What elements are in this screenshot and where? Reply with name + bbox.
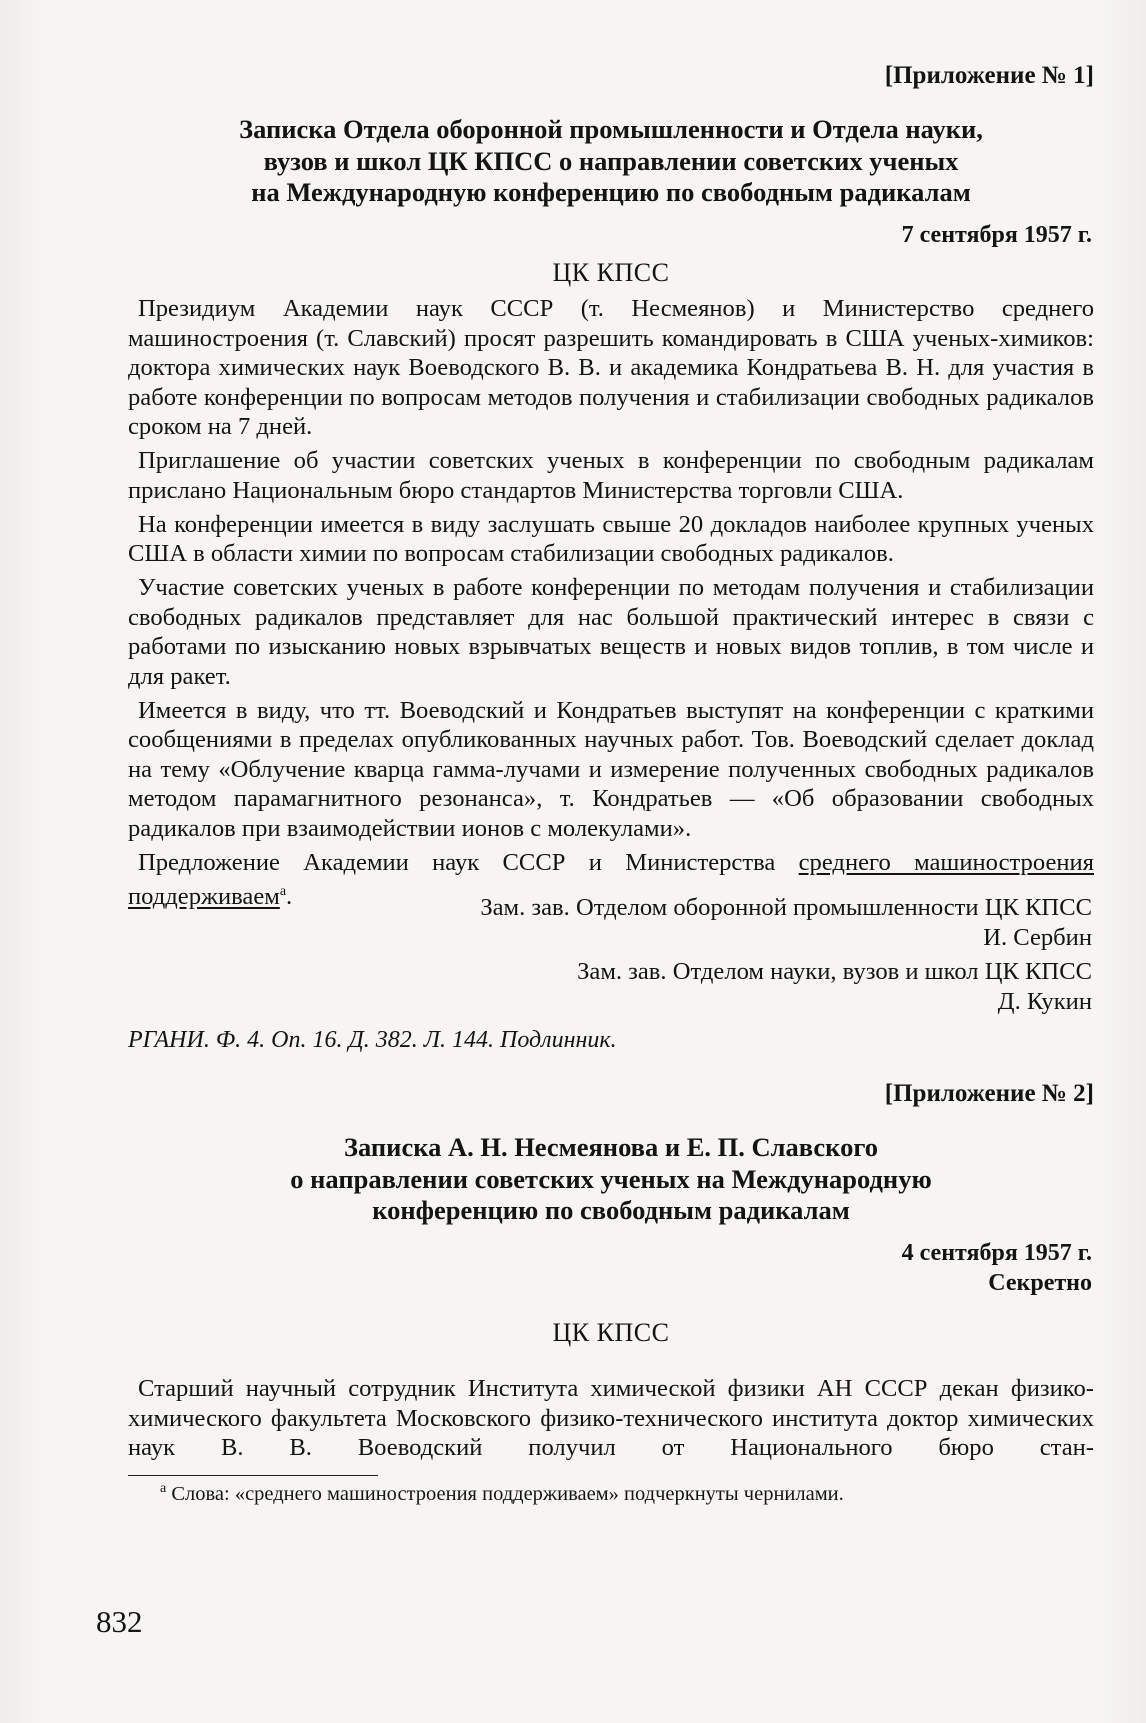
document-date: 4 сентября 1957 г. [901, 1240, 1092, 1266]
signature-position: Зам. зав. Отделом оборонной промышленности ЦК КПСС [480, 894, 1092, 921]
document-date-block [100, 1238, 1092, 1298]
signature-name: Д. Кукин [997, 988, 1092, 1015]
body-text [128, 294, 1094, 912]
paragraph: На конференции имеется в виду заслушать свыше 20 докладов наиболее крупных ученых США в области химии по вопросам стабилизации свободных радикалов. [128, 510, 1094, 567]
appendix-label: [Приложение № 2] [884, 1080, 1094, 1107]
footnote-mark: а [160, 1481, 167, 1496]
addressee: ЦК КПСС [552, 258, 670, 287]
paragraph: Имеется в виду, что тт. Воеводский и Кондратьев выступят на конференции с краткими сообщениями в пределах опубликованных научных работ. Тов. Воеводский сделает доклад на тему «Облучение кварца гамма-лучами и измерение полученных свободных радикалов методом парамагнитного резонанса», т. Кондратьев — «Об образовании свободных радикалов при взаимодействии ионов с молекулами». [128, 696, 1094, 842]
paragraph: Президиум Академии наук СССР (т. Несмеянов) и Министерство среднего машиностроения (т. Славский) просят разрешить командировать в США ученых-химиков: доктора химических наук Воеводского В. В. и академика Кондратьева В. Н. для участия в работе конференции по вопросам методов получения и стабилизации свободных радикалов сроком на 7 дней. [128, 295, 1094, 440]
footnote [160, 1481, 1090, 1506]
signature-block [100, 893, 1092, 1017]
title-line: конференцию по свободным радикалам [372, 1195, 850, 1225]
signature-position: Зам. зав. Отделом науки, вузов и школ ЦК КПСС [577, 958, 1092, 985]
archive-source: РГАНИ. Ф. 4. Оп. 16. Д. 382. Л. 144. Подлинник. [128, 1027, 617, 1053]
proposal-text: Предложение Академии наук СССР и Министерства [138, 848, 799, 876]
footnote-ref: а [279, 884, 287, 899]
footnote-divider [128, 1475, 378, 1476]
signature-name: И. Сербин [983, 924, 1092, 951]
proposal-paragraph: Предложение Академии наук СССР и Министерства среднего машиностроения поддерживаем$^а$. [128, 848, 1094, 911]
underlined-text: среднего машиностроения поддерживаем [128, 848, 1094, 911]
addressee: ЦК КПСС [552, 1318, 670, 1347]
title-line: Записка А. Н. Несмеянова и Е. П. Славского [344, 1132, 878, 1162]
classification-mark: Секретно [988, 1270, 1092, 1296]
body-text [128, 1374, 1094, 1463]
paragraph: Участие советских ученых в работе конференции по методам получения и стабилизации свободных радикалов представляет для нас большой практический интерес в связи с работами по изысканию новых взрывчатых веществ и новых видов топлив, в том числе и для ракет. [128, 574, 1094, 690]
footnote-text: Слова: «среднего машиностроения поддерживаем» подчеркнуты чернилами. [166, 1482, 844, 1505]
paragraph: Старший научный сотрудник Института химической физики АН СССР декан физико-химического факультета Московского физико-технического института доктор химических наук В. В. Воеводский получил от Национального бюро стан- [128, 1375, 1094, 1461]
document-title [128, 114, 1094, 209]
title-line: на Международную конференцию по свободным радикалам [251, 177, 971, 207]
paragraph: Приглашение об участии советских ученых в конференции по свободным радикалам прислано Национальным бюро стандартов Министерства торговли США. [128, 447, 1094, 504]
page-number: 832 [96, 1604, 143, 1639]
appendix-label: [Приложение № 1] [884, 62, 1094, 89]
document-date: 7 сентября 1957 г. [901, 222, 1092, 248]
title-line: о направлении советских ученых на Международную [290, 1163, 932, 1194]
title-line: Записка Отдела оборонной промышленности и Отдела науки, [239, 114, 983, 144]
document-title [128, 1132, 1094, 1227]
title-line: вузов и школ ЦК КПСС о направлении советских ученых [263, 145, 959, 176]
